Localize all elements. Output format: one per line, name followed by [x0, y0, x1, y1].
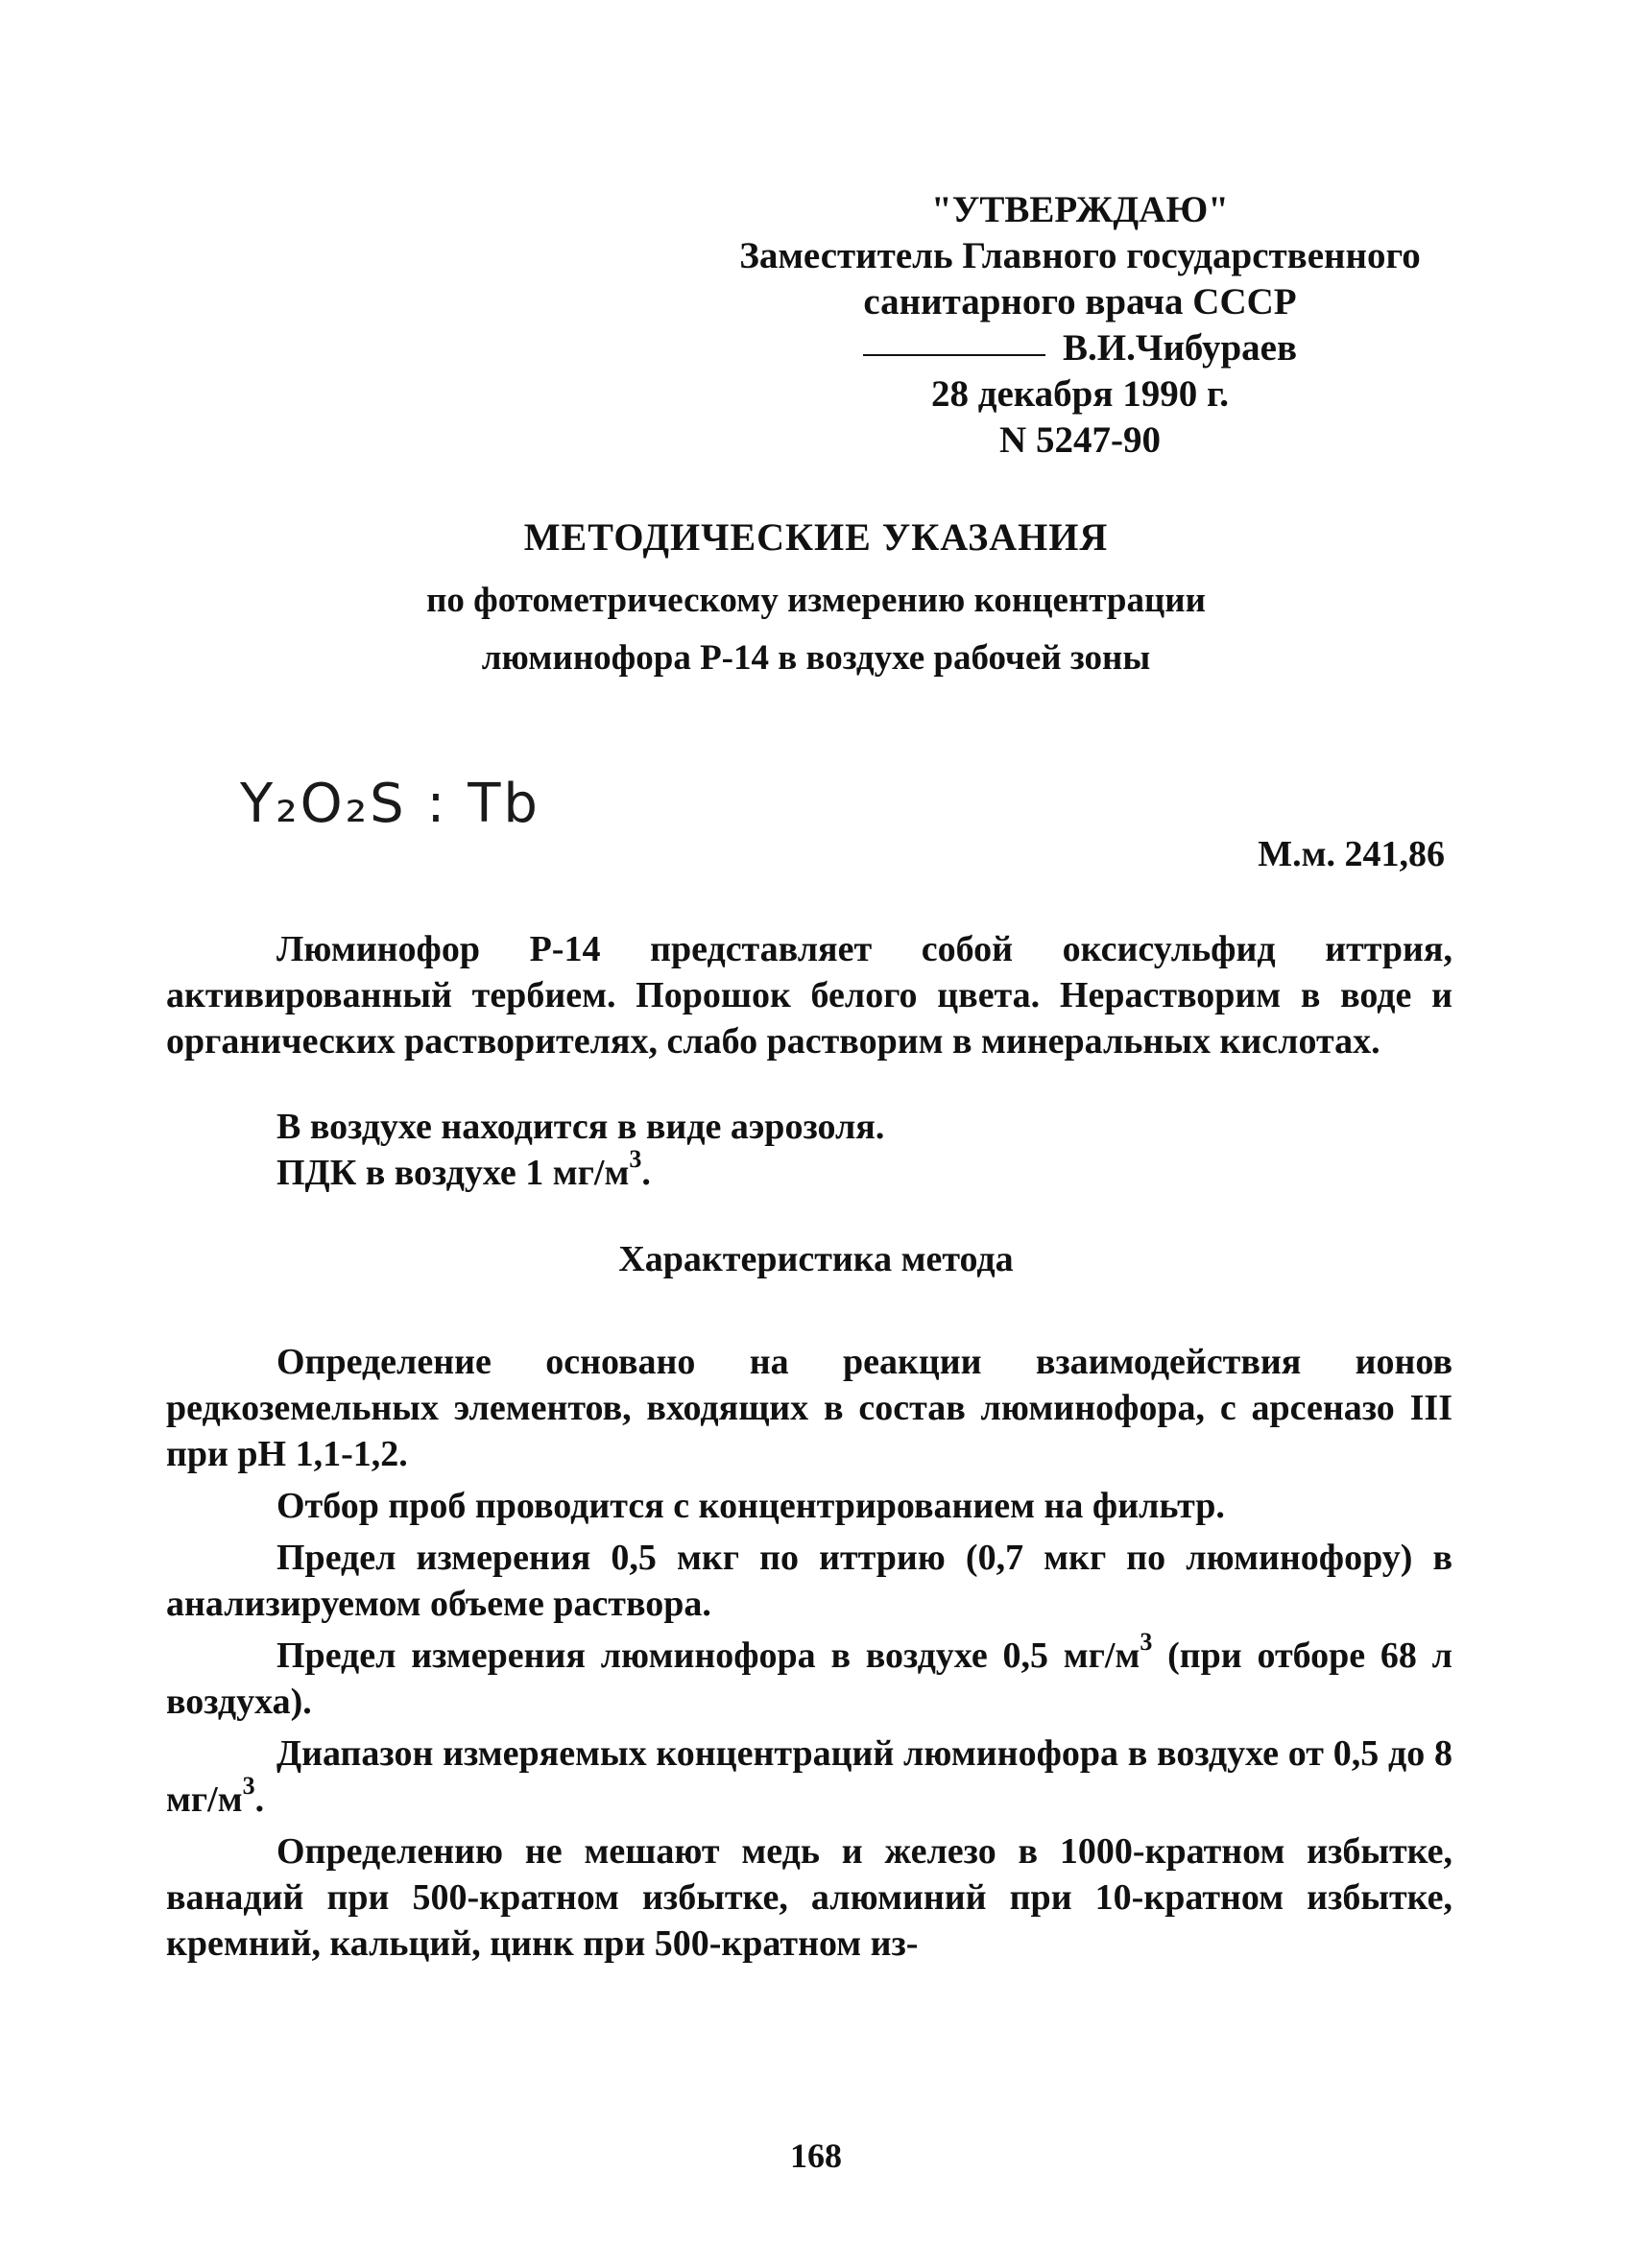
air-info	[166, 1104, 1452, 1196]
approval-signature-row	[672, 325, 1488, 371]
mac-end: .	[641, 1153, 651, 1193]
approval-stamp: "УТВЕРЖДАЮ"	[931, 189, 1229, 230]
method-body	[166, 1339, 1452, 1972]
paragraph-principle: Определение основано на реакции взаимодействия ионов редкоземельных элементов, входящих в состав люминофора, с арсеназо III при pH 1,1-1,2.	[166, 1342, 1452, 1474]
limit-air-text: Предел измерения люминофора в воздухе 0,5 мг/м	[276, 1635, 1140, 1676]
paragraph-sampling: Отбор проб проводится с концентрированием на фильтр.	[276, 1486, 1225, 1526]
handwritten-formula: Y₂O₂S : Tb	[240, 773, 540, 835]
approval-position: Заместитель Главного государственного	[739, 235, 1421, 276]
page-number: 168	[790, 2137, 842, 2175]
approval-block	[672, 187, 1488, 464]
limit-air-note: (при отборе 68 л воздуха).	[166, 1635, 1452, 1722]
mac-label: ПДК в воздухе 1 мг/м	[276, 1153, 630, 1193]
paragraph-limit-solution: Предел измерения 0,5 мкг по иттрию (0,7 мкг по люминофору) в анализируемом объеме раствора.	[166, 1538, 1452, 1624]
range-exponent: 3	[242, 1772, 255, 1800]
range-end: .	[254, 1779, 265, 1820]
paragraph-range	[166, 1731, 1452, 1823]
paragraph-limit-air	[166, 1628, 1452, 1725]
document-title	[163, 509, 1469, 687]
approval-position-cont: санитарного врача СССР	[863, 281, 1297, 322]
signature-line	[863, 354, 1045, 356]
mac-exponent: 3	[629, 1145, 642, 1173]
approval-signer: В.И.Чибураев	[1062, 327, 1298, 369]
intro-text: Люминофор Р-14 представляет собой оксисульфид иттрия, активированный тербием. Порошок белого цвета. Нерастворим в воде и органических растворителях, слабо растворим в минеральных кислотах.	[166, 929, 1452, 1062]
mac-text	[166, 1145, 1452, 1196]
air-form-text: В воздухе находится в виде аэрозоля.	[276, 1107, 885, 1147]
limit-air-exponent: 3	[1140, 1628, 1153, 1656]
title-sub-1: по фотометрическому измерению концентрации	[426, 581, 1206, 620]
paragraph-interference: Определению не мешают медь и железо в 1000-кратном избытке, ванадий при 500-кратном избытке, алюминий при 10-кратном избытке, кремний, кальций, цинк при 500-кратном из-	[166, 1831, 1452, 1964]
approval-number: N 5247-90	[999, 419, 1161, 461]
molar-mass: М.м. 241,86	[1258, 834, 1445, 874]
title-main: МЕТОДИЧЕСКИЕ УКАЗАНИЯ	[523, 515, 1109, 559]
approval-date: 28 декабря 1990 г.	[930, 373, 1230, 415]
section-heading: Характеристика метода	[618, 1239, 1014, 1279]
title-sub-2: люминофора Р-14 в воздухе рабочей зоны	[481, 638, 1151, 678]
range-text: Диапазон измеряемых концентраций люминофора в воздухе от 0,5 до 8 мг/м	[166, 1733, 1452, 1820]
intro-paragraph	[166, 926, 1452, 1064]
